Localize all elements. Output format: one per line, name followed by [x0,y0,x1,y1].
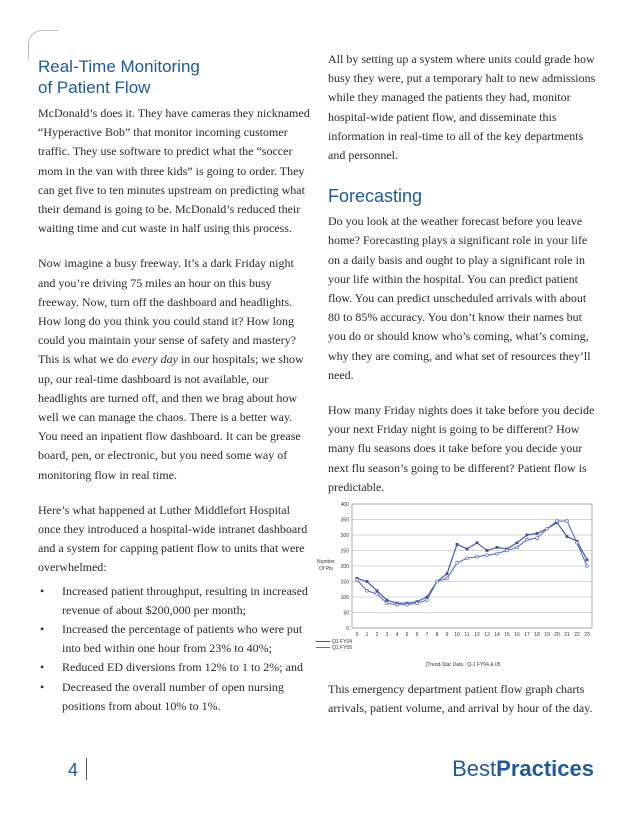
data-point [436,580,439,583]
paragraph-mcdonalds: McDonald’s does it. They have cameras they nicknamed “Hyperactive Bob” that monitor incoming customer traffic. They use software to predict what the “soccer mom in the van with three kids” is going to order. They can get five to ten minutes upstream on predicting what their demand is going to be. McDonald’s reduced their waiting time and cut waste in half using this process. [38,106,310,236]
x-tick-label: 23 [584,632,590,638]
data-point [386,602,389,605]
data-point [466,548,469,551]
x-tick-label: 13 [484,632,490,638]
freeway-text-b: in our hospitals; we show up, our real-time dashboard is not available, our headlights are turned off, and then we brag about how well we can manage the chaos. There is a better way. You need an inpatient flow dashboard. It can be grease board, pen, or electronic, but you need some way of monitoring flow in real time. [38,352,304,482]
y-tick-label: 100 [340,595,349,601]
x-tick-label: 21 [564,632,570,638]
x-axis-label: [Trend-Star Data : Q-1 FY04 & 05 [426,662,501,668]
data-point [446,572,449,575]
y-tick-label: 250 [340,548,349,555]
list-item: • Increased patient throughput, resulting in increased revenue of about $200,000 per month; [38,582,310,620]
paragraph-freeway [38,254,310,484]
data-point [506,549,509,552]
y-tick-label: 0 [346,626,349,632]
data-point [426,599,429,602]
data-point [496,552,499,555]
data-point [466,557,469,560]
right-column [328,50,600,513]
y-axis-label-line-2: Of Pts [319,566,333,572]
x-tick-label: 7 [425,632,429,638]
data-point [446,577,449,580]
x-tick-label: 3 [385,632,389,638]
data-point [516,546,519,549]
heading-line-1: Real-Time Monitoring [38,57,200,76]
data-point [456,562,459,565]
x-tick-label: 19 [544,632,550,638]
x-tick-label: 10 [454,632,460,638]
data-point [456,543,459,546]
data-point [586,565,589,568]
y-tick-label: 350 [340,517,349,524]
footer-divider [86,758,87,780]
data-point [526,538,529,541]
x-tick-label: 15 [504,632,510,638]
data-point [536,537,539,540]
y-tick-label: 200 [340,564,349,570]
list-item: • Increased the percentage of patients who were put into bed within one hour from 23% to 40%; [38,620,310,658]
data-point [416,602,419,605]
data-point [486,549,489,552]
data-point [376,589,379,592]
x-tick-label: 12 [474,632,480,638]
data-point [376,593,379,596]
x-tick-label: 14 [494,632,500,638]
series-line [357,523,587,604]
data-point [546,527,549,530]
x-tick-label: 17 [524,632,530,638]
x-tick-label: 1 [365,632,369,638]
section-heading-forecasting: Forecasting [328,186,423,207]
data-point [476,555,479,558]
y-tick-label: 400 [340,502,349,508]
y-tick-label: 300 [340,533,349,539]
x-tick-label: 5 [405,632,409,638]
data-point [486,554,489,557]
x-tick-label: 6 [415,632,419,638]
x-tick-label: 2 [375,632,379,638]
data-point [496,546,499,549]
x-tick-label: 11 [464,632,470,638]
paragraph-forecast: Do you look at the weather forecast before you leave home? Forecasting plays a significant role in your life on a daily basis and ought to play a significant role in your life within the hospital. You can predict patient flow. You can predict unscheduled arrivals with about 80 to 85% accuracy. You don’t know their names but you do or should know who’s coming, what’s coming, why they are coming, and what set of resources they’ll need. [328,214,591,382]
paragraph-luther: Here’s what happened at Luther Middlefort Hospital once they introduced a hospital-wide intranet dashboard and a system for capping patient flow to units that were overwhelmed: [38,502,308,575]
x-tick-label: 8 [435,632,439,638]
brand-logo [452,756,594,782]
legend-label: Q1 FY04 [332,639,353,645]
x-tick-label: 9 [445,632,449,638]
y-axis-ticks [341,502,350,632]
data-point [516,541,519,544]
list-item: • Reduced ED diversions from 12% to 1 to 2%; and [38,658,310,677]
brand-light: Best [452,756,497,781]
freeway-text-a: Now imagine a busy freeway. It’s a dark Friday night and you’re driving 75 miles an hour on this busy freeway. Now, turn off the dashboard and headlights. How long do you think you could stand it? How long could you maintain your sense of safety and mastery? This is what we do [38,256,296,367]
x-tick-label: 18 [534,632,540,638]
brand-bold: Practices [496,756,594,781]
chart-legend [316,639,352,651]
y-tick-label: 50 [343,610,349,617]
freeway-emphasis: every day [131,352,178,367]
x-tick-label: 0 [355,632,359,638]
x-tick-label: 16 [514,632,520,638]
data-point [406,603,409,606]
x-tick-label: 20 [554,632,560,638]
caption-text: This emergency department patient flow graph charts arrivals, patient volume, and arrival by hour of the day. [328,682,593,716]
data-point [396,603,399,606]
x-tick-label: 4 [395,632,399,638]
y-tick-label: 150 [340,579,349,586]
results-list [38,582,310,716]
data-point [536,532,539,535]
list-item: • Decreased the overall number of open nursing positions from about 10% to 1%. [38,678,310,716]
data-point [366,589,369,592]
paragraph-friday: How many Friday nights does it take before you decide your next Friday night is going to be different? How many flu seasons does it take before you decide your next flu season’s going to be different? Patient flow is predictable. [328,403,595,494]
patient-flow-chart [316,498,596,670]
page-number: 4 [68,760,79,780]
data-point [566,520,569,523]
data-point [526,534,529,537]
data-point [476,541,479,544]
data-point [386,599,389,602]
y-axis-label-line-1: Number [317,559,335,565]
data-point [366,580,369,583]
data-point [556,520,559,523]
x-tick-label: 22 [574,632,580,638]
data-point [566,535,569,538]
chart-series [356,520,589,607]
left-column [38,56,310,716]
x-axis-ticks [356,632,590,638]
data-point [586,558,589,561]
data-point [356,579,359,582]
legend-label: Q1 FY05 [332,645,353,651]
heading-line-2: of Patient Flow [38,78,151,97]
section-heading-monitoring [38,56,310,98]
chart-caption [328,680,600,718]
data-point [576,541,579,544]
paragraph-system: All by setting up a system where units could grade how busy they were, put a temporary halt to new admissions while they managed the patients they had, monitor hospital-wide patient flow, and disseminate this information in real-time to all of the key departments and personnel. [328,52,596,163]
series-line [357,521,587,605]
